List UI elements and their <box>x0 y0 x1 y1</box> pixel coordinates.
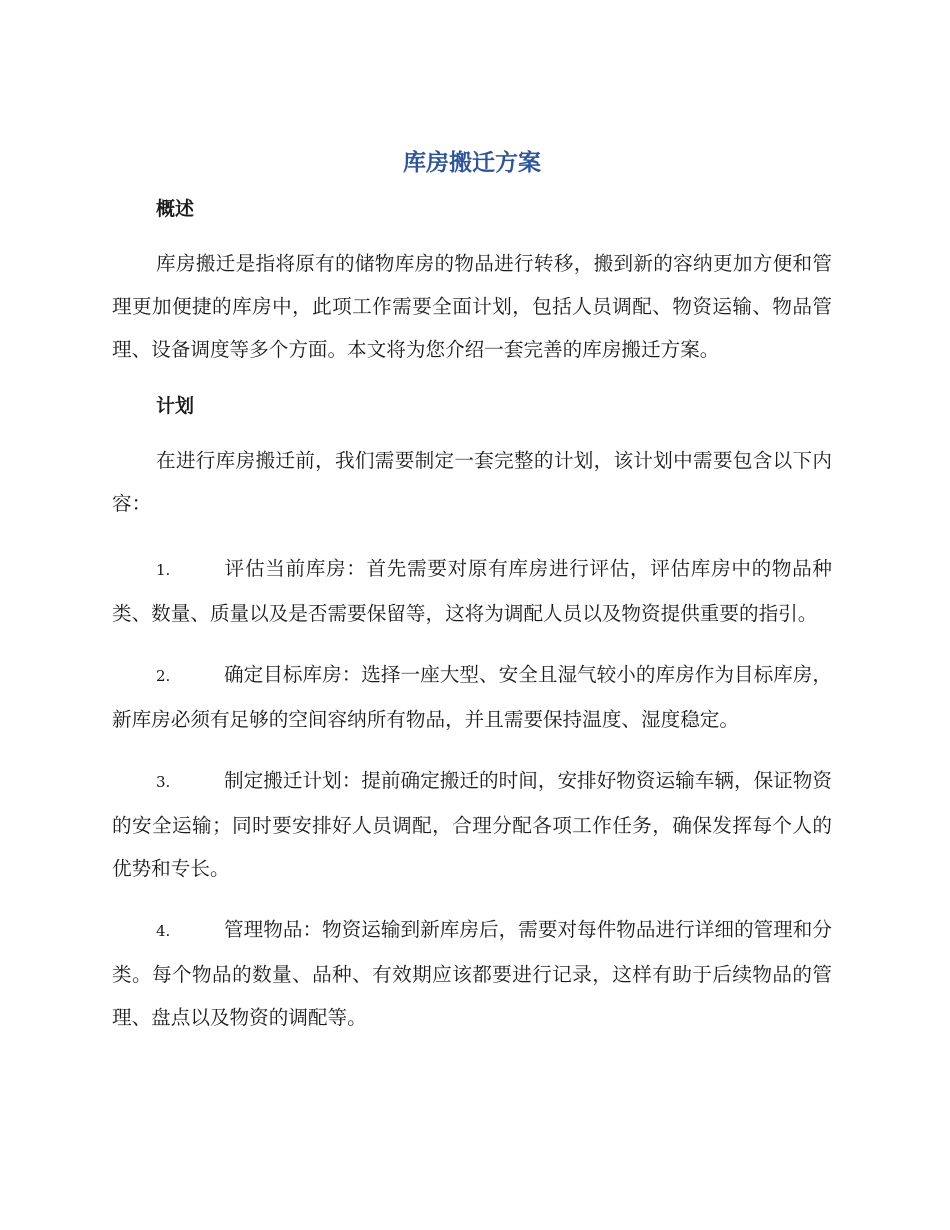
document-page <box>112 146 832 1057</box>
section-heading-plan: 计划 <box>156 395 195 417</box>
list-item-text: 制定搬迁计划：提前确定搬迁的时间，安排好物资运输车辆，保证物资的安全运输；同时要安排好人员调配，合理分配各项工作任务，确保发挥每个人的优势和专长。 <box>112 769 832 880</box>
section-heading-overview: 概述 <box>156 198 195 220</box>
list-item <box>112 759 832 890</box>
list-item-text: 确定目标库房：选择一座大型、安全且湿气较小的库房作为目标库房，新库房必须有足够的空间容纳所有物品，并且需要保持温度、湿度稳定。 <box>112 663 832 731</box>
list-item <box>112 547 832 635</box>
list-item-number: 3. <box>156 773 171 791</box>
document-title: 库房搬迁方案 <box>403 150 541 176</box>
list-item-number: 1. <box>156 561 171 579</box>
list-item-text: 评估当前库房：首先需要对原有库房进行评估，评估库房中的物品种类、数量、质量以及是否需要保留等，这将为调配人员以及物资提供重要的指引。 <box>112 557 832 625</box>
overview-paragraph: 库房搬迁是指将原有的储物库房的物品进行转移，搬到新的容纳更加方便和管理更加便捷的库房中，此项工作需要全面计划，包括人员调配、物资运输、物品管理、设备调度等多个方面。本文将为您介绍一套完善的库房搬迁方案。 <box>112 252 832 361</box>
list-item <box>112 908 832 1039</box>
list-item-number: 4. <box>156 922 171 940</box>
plan-intro-paragraph: 在进行库房搬迁前，我们需要制定一套完整的计划，该计划中需要包含以下内容： <box>112 449 832 515</box>
list-item-text: 管理物品：物资运输到新库房后，需要对每件物品进行详细的管理和分类。每个物品的数量、品种、有效期应该都要进行记录，这样有助于后续物品的管理、盘点以及物资的调配等。 <box>112 918 832 1029</box>
list-item-number: 2. <box>156 667 171 685</box>
list-item <box>112 653 832 741</box>
